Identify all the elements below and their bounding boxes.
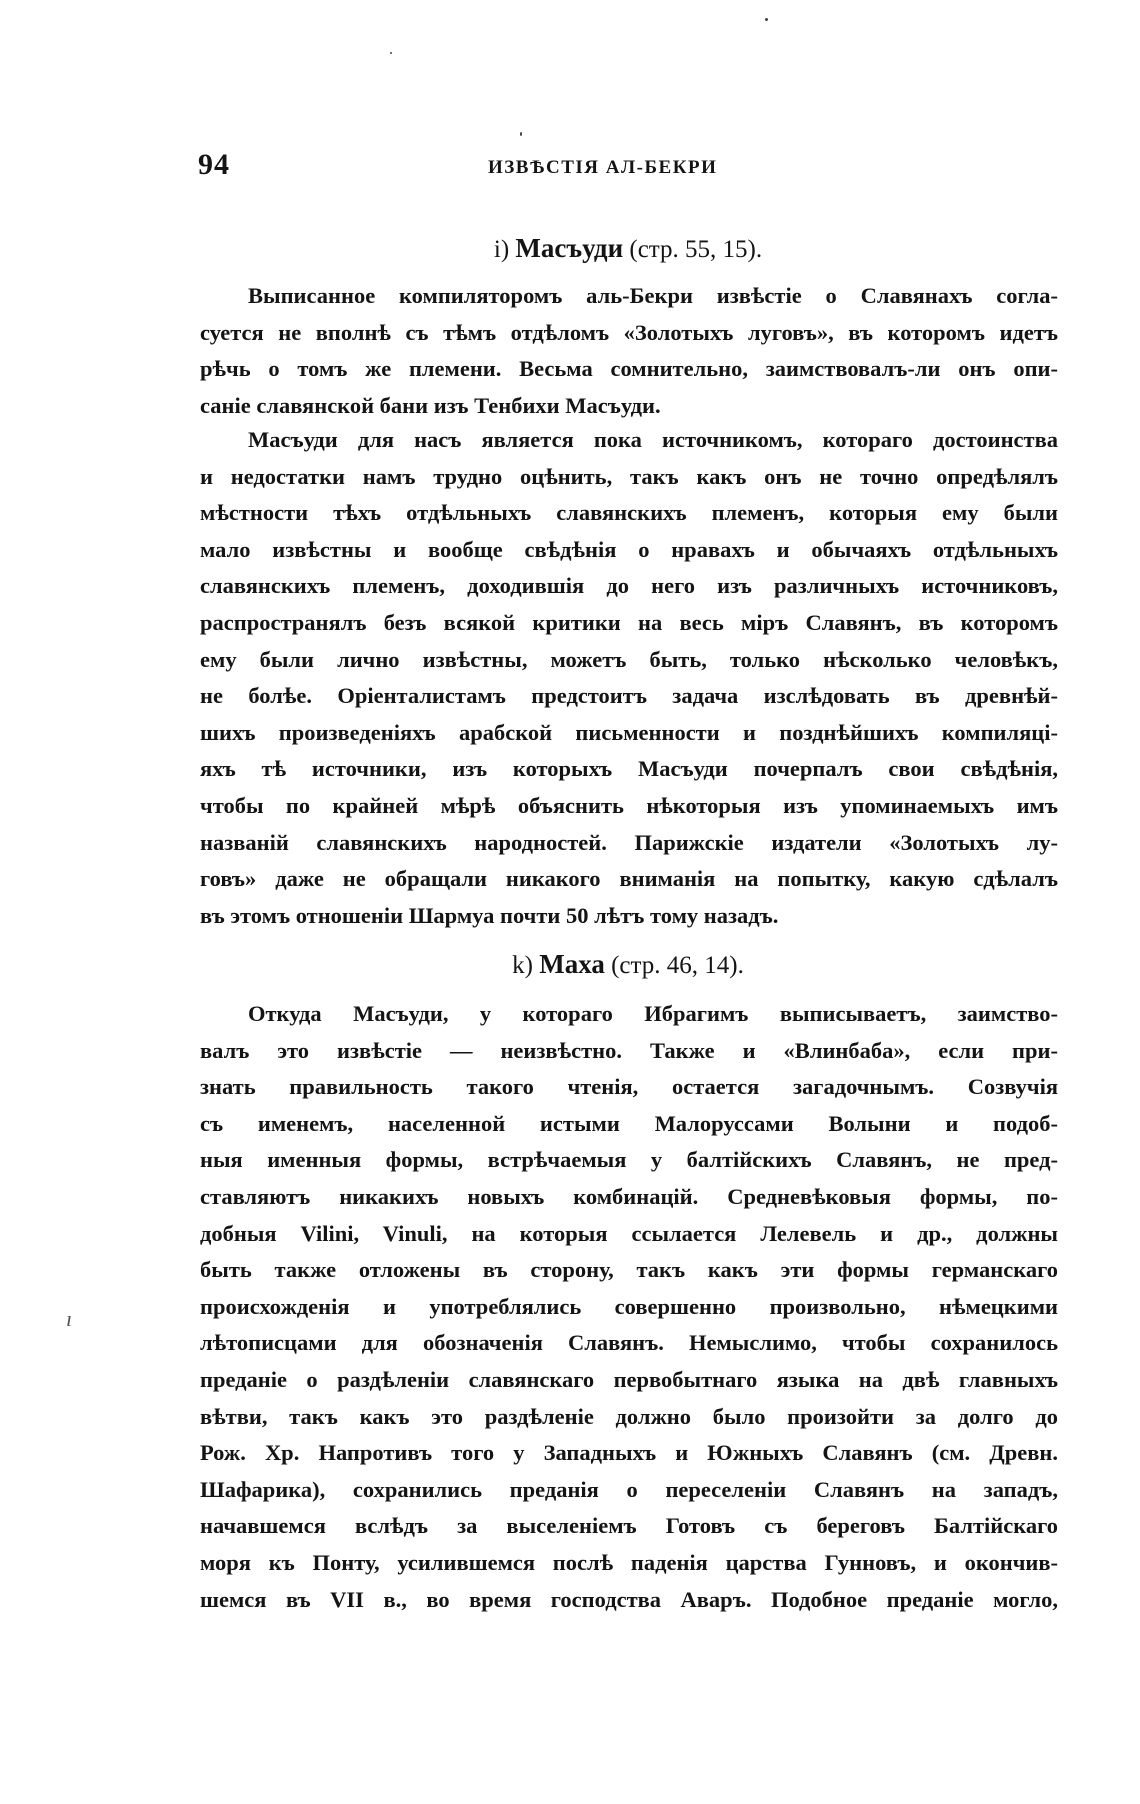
text-line: съ именемъ, населенной истыми Малоруссами Волыни и подоб- (200, 1110, 1058, 1136)
text-line: Рож. Хр. Напротивъ того у Западныхъ и Южныхъ Славянъ (см. Древн. (200, 1440, 1058, 1466)
text-line: шихъ произведеніяхъ арабской письменности и позднѣйшихъ компиляці- (200, 719, 1058, 745)
text-line: чтобы по крайней мѣрѣ объяснить нѣкоторыя изъ упоминаемыхъ имъ (200, 792, 1058, 818)
text-line: Откуда Масъуди, у котораго Ибрагимъ выписываетъ, заимство- (248, 1001, 1058, 1026)
section-name: Масъуди (515, 233, 624, 263)
margin-mark: ı (66, 1306, 73, 1331)
text-line: преданіе о раздѣленіи славянскаго первобытнаго языка на двѣ главныхъ (200, 1366, 1058, 1392)
text-line: распространялъ безъ всякой критики на весь міръ Славянъ, въ которомъ (200, 609, 1058, 635)
text-line: лѣтописцами для обозначенія Славянъ. Немыслимо, чтобы сохранилось (200, 1330, 1058, 1356)
text-line: названій славянскихъ народностей. Парижскіе издатели «Золотыхъ лу- (200, 829, 1058, 855)
section-heading-masudi (200, 232, 1056, 266)
text-line: суется не вполнѣ съ тѣмъ отдѣломъ «Золотыхъ луговъ», въ которомъ идетъ (200, 319, 1058, 345)
text-line: Выписанное компиляторомъ аль-Бекри извѣстіе о Славянахъ согла- (248, 283, 1058, 308)
section-heading-maha (200, 948, 1056, 982)
section-name: Маха (539, 949, 605, 979)
text-line: и недостатки намъ трудно оцѣнить, такъ какъ онъ не точно опредѣлялъ (200, 463, 1058, 489)
text-line: славянскихъ племенъ, доходившія до него изъ различныхъ источниковъ, (200, 573, 1058, 599)
paragraph (200, 278, 1058, 424)
text-line: ставляютъ никакихъ новыхъ комбинацій. Средневѣковыя формы, по- (200, 1183, 1058, 1209)
section-reference: (стр. 46, 14). (611, 952, 744, 979)
text-line: ему были лично извѣстны, можетъ быть, только нѣсколько человѣкъ, (200, 646, 1058, 672)
text-line: говъ» даже не обращали никакого вниманія на попытку, какую сдѣлалъ (200, 866, 1058, 892)
text-line: въ этомъ отношеніи Шармуа почти 50 лѣтъ тому назадъ. (200, 902, 779, 928)
text-line: начавшемся вслѣдъ за выселеніемъ Готовъ съ береговъ Балтійскаго (200, 1513, 1058, 1539)
page-number: 94 (198, 148, 230, 181)
text-line: Шафарика), сохранились преданія о переселеніи Славянъ на западъ, (200, 1476, 1058, 1502)
text-line: не болѣе. Оріенталистамъ предстоитъ задача изслѣдовать въ древнѣй- (200, 683, 1058, 709)
text-line: моря къ Понту, усилившемся послѣ паденія царства Гунновъ, и окончив- (200, 1549, 1058, 1575)
print-speck (765, 18, 768, 21)
text-line: ныя именныя формы, встрѣчаемыя у балтійскихъ Славянъ, не пред- (200, 1147, 1058, 1173)
section-letter: i) (493, 236, 510, 263)
text-line: шемся въ VII в., во время господства Аваръ. Подобное преданіе могло, (200, 1586, 1058, 1612)
text-line: добныя Vilini, Vinuli, на которыя ссылается Лелевель и др., должны (200, 1220, 1058, 1246)
text-line: валъ это извѣстіе — неизвѣстно. Также и «Влинбаба», если при- (200, 1037, 1058, 1063)
paragraph (200, 996, 1058, 1618)
text-line: быть также отложены въ сторону, такъ какъ эти формы германскаго (200, 1257, 1058, 1283)
print-speck (390, 52, 392, 54)
text-line: мѣстности тѣхъ отдѣльныхъ славянскихъ племенъ, которыя ему были (200, 500, 1058, 526)
section-reference: (стр. 55, 15). (629, 236, 763, 263)
text-line: вѣтви, такъ какъ это раздѣленіе должно было произойти за долго до (200, 1403, 1058, 1429)
text-line: яхъ тѣ источники, изъ которыхъ Масъуди почерпалъ свои свѣдѣнія, (200, 756, 1058, 782)
text-line: мало извѣстны и вообще свѣдѣнія о нравахъ и обычаяхъ отдѣльныхъ (200, 536, 1058, 562)
page-header (198, 148, 1054, 188)
text-line: саніе славянской бани изъ Тенбихи Масъуди. (200, 392, 661, 418)
text-line: происхожденія и употреблялись совершенно произвольно, нѣмецкими (200, 1293, 1058, 1319)
text-line: рѣчь о томъ же племени. Весьма сомнительно, заимствовалъ-ли онъ опи- (200, 356, 1058, 382)
section-letter: k) (512, 952, 533, 979)
paragraph (200, 422, 1058, 934)
print-speck (520, 132, 522, 136)
text-line: знать правильность такого чтенія, остается загадочнымъ. Созвучія (200, 1074, 1058, 1100)
running-title: ИЗВѢСТIЯ АЛ-БЕКРИ (488, 157, 718, 178)
text-line: Масъуди для насъ является пока источникомъ, котораго достоинства (248, 427, 1058, 452)
